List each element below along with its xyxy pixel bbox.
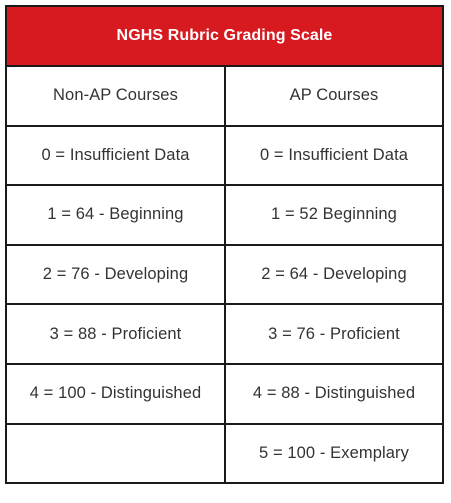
table-row bbox=[6, 424, 443, 484]
non-ap-score-2: 2 = 76 - Developing bbox=[6, 245, 225, 305]
ap-score-5: 5 = 100 - Exemplary bbox=[225, 424, 443, 484]
ap-score-4: 4 = 88 - Distinguished bbox=[225, 364, 443, 424]
non-ap-score-1: 1 = 64 - Beginning bbox=[6, 185, 225, 245]
table-row bbox=[6, 185, 443, 245]
grading-scale-table bbox=[5, 5, 444, 484]
table-title: NGHS Rubric Grading Scale bbox=[6, 6, 443, 66]
table-row bbox=[6, 126, 443, 186]
ap-score-0: 0 = Insufficient Data bbox=[225, 126, 443, 186]
ap-score-2: 2 = 64 - Developing bbox=[225, 245, 443, 305]
non-ap-score-0: 0 = Insufficient Data bbox=[6, 126, 225, 186]
table-row bbox=[6, 245, 443, 305]
non-ap-score-4: 4 = 100 - Distinguished bbox=[6, 364, 225, 424]
table-row bbox=[6, 364, 443, 424]
non-ap-score-5-empty bbox=[6, 424, 225, 484]
title-row bbox=[6, 6, 443, 66]
header-row bbox=[6, 66, 443, 126]
ap-score-3: 3 = 76 - Proficient bbox=[225, 304, 443, 364]
table-row bbox=[6, 304, 443, 364]
ap-score-1: 1 = 52 Beginning bbox=[225, 185, 443, 245]
column-header-ap: AP Courses bbox=[225, 66, 443, 126]
column-header-non-ap: Non-AP Courses bbox=[6, 66, 225, 126]
non-ap-score-3: 3 = 88 - Proficient bbox=[6, 304, 225, 364]
